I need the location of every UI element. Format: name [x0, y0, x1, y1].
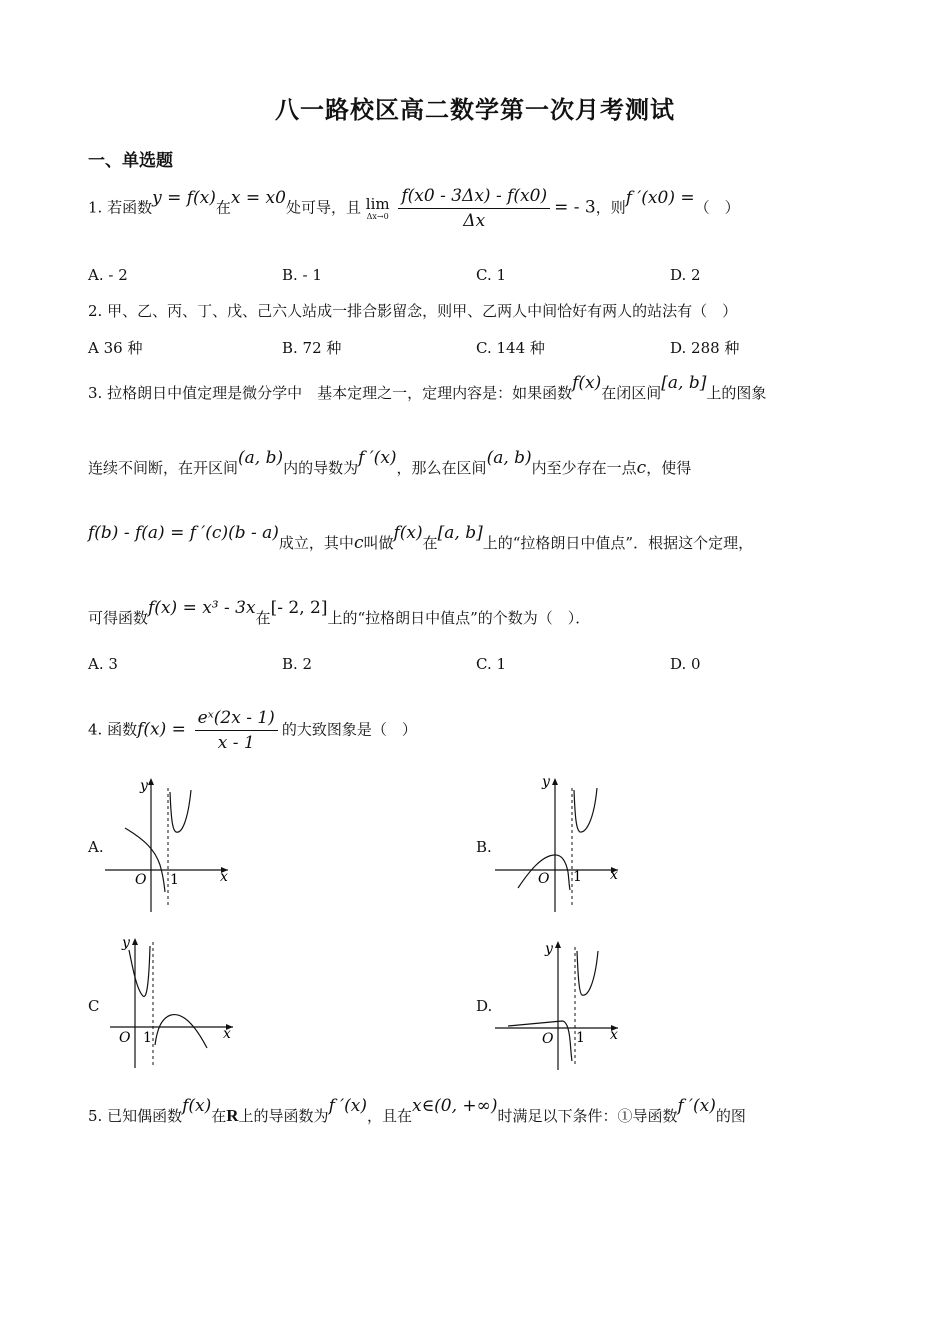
origin-label: O	[119, 1030, 131, 1046]
q3-l1-fx: f(x)	[572, 373, 602, 393]
q4-label-a[interactable]: A.	[88, 838, 104, 856]
question-3-line-4	[88, 598, 591, 628]
q5-fx: f(x)	[182, 1096, 212, 1116]
q1-function: y = f(x)	[152, 187, 216, 208]
q1-point: x = x0	[230, 187, 286, 208]
q3-l1-text: 3. 拉格朗日中值定理是微分学中 基本定理之一，定理内容是：如果函数	[88, 384, 573, 402]
q3-l3-equation: f(b) - f(a) = f ′(c)(b - a)	[88, 523, 279, 543]
q1-fraction	[398, 186, 550, 231]
y-label: y	[542, 774, 550, 790]
q1-limit-value: = - 3	[554, 197, 596, 218]
q3-option-b[interactable]: B. 2	[282, 655, 313, 673]
y-label: y	[140, 778, 148, 794]
q4-graph-b[interactable]	[490, 770, 630, 915]
x-label: x	[223, 1026, 231, 1042]
q1-option-d[interactable]: D. 2	[670, 266, 701, 284]
q4-label-c[interactable]: C	[88, 997, 100, 1015]
q1-text-at: 在	[215, 198, 231, 217]
q3-l2-then: ，那么在区间	[396, 459, 487, 477]
question-3-line-3	[88, 523, 754, 553]
q5-derivative-text: 上的导函数为	[238, 1107, 329, 1125]
q1-limit	[366, 196, 390, 221]
x-label: x	[610, 867, 618, 883]
q4-graph-c[interactable]	[105, 930, 245, 1070]
curve-right	[577, 951, 598, 995]
q3-option-c[interactable]: C. 1	[476, 655, 507, 673]
q3-l3-at: 在	[422, 534, 438, 552]
y-axis-arrow	[555, 941, 561, 948]
y-axis-arrow	[148, 778, 154, 785]
q4-graph-a[interactable]	[100, 770, 240, 915]
q3-l3-holds: 成立，其中	[278, 534, 354, 552]
q3-l2-text: 连续不间断，在开区间	[88, 459, 239, 477]
curve-right	[170, 790, 191, 832]
curve-right	[574, 788, 597, 832]
q3-l2-derivative-text: 内的导数为	[283, 459, 359, 477]
q4-suffix: 的大致图象是（ ）	[281, 720, 417, 739]
q3-l2-such-that: ，使得	[646, 459, 692, 477]
q4-label-d[interactable]: D.	[476, 997, 493, 1015]
q4-denominator: x - 1	[217, 733, 255, 753]
question-5	[88, 1096, 746, 1126]
origin-label: O	[538, 871, 550, 887]
question-3-line-2	[88, 448, 692, 478]
q3-l1-graph: 上的图象	[706, 384, 767, 402]
q5-domain: x∈(0, +∞)	[412, 1096, 498, 1116]
q5-tail: 的图	[715, 1107, 746, 1125]
question-1	[88, 186, 740, 231]
q3-l2-c: c	[636, 458, 647, 478]
q4-label-b[interactable]: B.	[476, 838, 492, 856]
y-axis-arrow	[132, 938, 138, 945]
q4-prefix: 4. 函数	[88, 720, 138, 739]
q3-l1-closed: 在闭区间	[601, 384, 662, 402]
one-label: 1	[143, 1030, 152, 1046]
q3-l1-interval: [a, b]	[661, 373, 707, 393]
page-title: 八一路校区高二数学第一次月考测试	[275, 95, 675, 124]
q3-l3-c: c	[353, 533, 364, 553]
curve-left	[508, 1021, 572, 1061]
q4-graph-d[interactable]	[490, 935, 630, 1075]
q5-prefix: 5. 已知偶函数	[88, 1107, 183, 1125]
one-label: 1	[576, 1030, 585, 1046]
q2-option-d[interactable]: D. 288 种	[670, 339, 740, 357]
q1-limit-sub: Δx→0	[366, 212, 389, 221]
q1-text-differentiable: 处可导，且	[285, 198, 361, 217]
q2-option-b[interactable]: B. 72 种	[282, 339, 342, 357]
x-label: x	[220, 869, 228, 885]
section-heading: 一、单选题	[88, 151, 173, 171]
q5-real-set: R	[226, 1106, 239, 1125]
q5-at: 在	[211, 1107, 227, 1125]
q3-l2-interval-2: (a, b)	[486, 448, 532, 468]
question-2: 2. 甲、乙、丙、丁、戊、己六人站成一排合影留念，则甲、乙两人中间恰好有两人的站法有（ ）	[88, 302, 738, 320]
q5-condition: 时满足以下条件：①导函数	[497, 1107, 678, 1125]
q1-option-a[interactable]: A. - 2	[88, 266, 128, 284]
q1-fraction-denominator: Δx	[463, 211, 486, 231]
y-label: y	[545, 941, 553, 957]
one-label: 1	[170, 872, 179, 888]
q4-fraction	[195, 708, 278, 753]
origin-label: O	[135, 872, 147, 888]
q3-l2-fprime: f ′(x)	[358, 448, 397, 468]
y-axis-arrow	[552, 778, 558, 785]
q3-l3-rest: 上的“拉格朗日中值点”．根据这个定理，	[482, 534, 754, 552]
q4-numerator: eˣ(2x - 1)	[195, 708, 278, 731]
q4-fx: f(x) =	[137, 719, 186, 740]
q3-l4-fx: f(x) = x³ - 3x	[148, 598, 256, 618]
question-4	[88, 708, 417, 753]
q3-l3-interval: [a, b]	[437, 523, 483, 543]
q2-option-a[interactable]: A 36 种	[88, 339, 143, 357]
curve-left	[129, 946, 150, 997]
question-3-line-1	[88, 373, 767, 403]
q3-l4-rest: 上的“拉格朗日中值点”的个数为（ ）．	[327, 609, 591, 627]
y-label: y	[122, 935, 130, 951]
q3-l3-fx: f(x)	[393, 523, 423, 543]
q1-text-then: ，则	[595, 198, 626, 217]
q5-fprime: f ′(x)	[328, 1096, 367, 1116]
q1-option-c[interactable]: C. 1	[476, 266, 507, 284]
q3-l4-interval: [- 2, 2]	[270, 598, 328, 618]
q2-option-c[interactable]: C. 144 种	[476, 339, 545, 357]
q3-option-d[interactable]: D. 0	[670, 655, 701, 673]
q5-and: ，且在	[366, 1107, 412, 1125]
curve-right	[155, 1015, 207, 1048]
q3-l4-at: 在	[255, 609, 271, 627]
q1-prefix: 1. 若函数	[88, 198, 153, 217]
q3-l2-exists: 内至少存在一点	[531, 459, 637, 477]
one-label: 1	[573, 869, 582, 885]
x-label: x	[610, 1027, 618, 1043]
q1-fraction-numerator: f(x0 - 3Δx) - f(x0)	[398, 186, 550, 209]
q3-option-a[interactable]: A. 3	[88, 655, 118, 673]
q1-derivative: f ′(x0) =	[625, 187, 695, 208]
q1-option-b[interactable]: B. - 1	[282, 266, 322, 284]
q1-blank: （ ）	[694, 198, 740, 217]
q3-l3-called: 叫做	[363, 534, 394, 552]
q3-l2-interval: (a, b)	[238, 448, 284, 468]
q1-limit-word: lim	[365, 195, 390, 213]
q3-l4-text: 可得函数	[88, 609, 149, 627]
q5-fprime-2: f ′(x)	[677, 1096, 716, 1116]
origin-label: O	[542, 1031, 554, 1047]
